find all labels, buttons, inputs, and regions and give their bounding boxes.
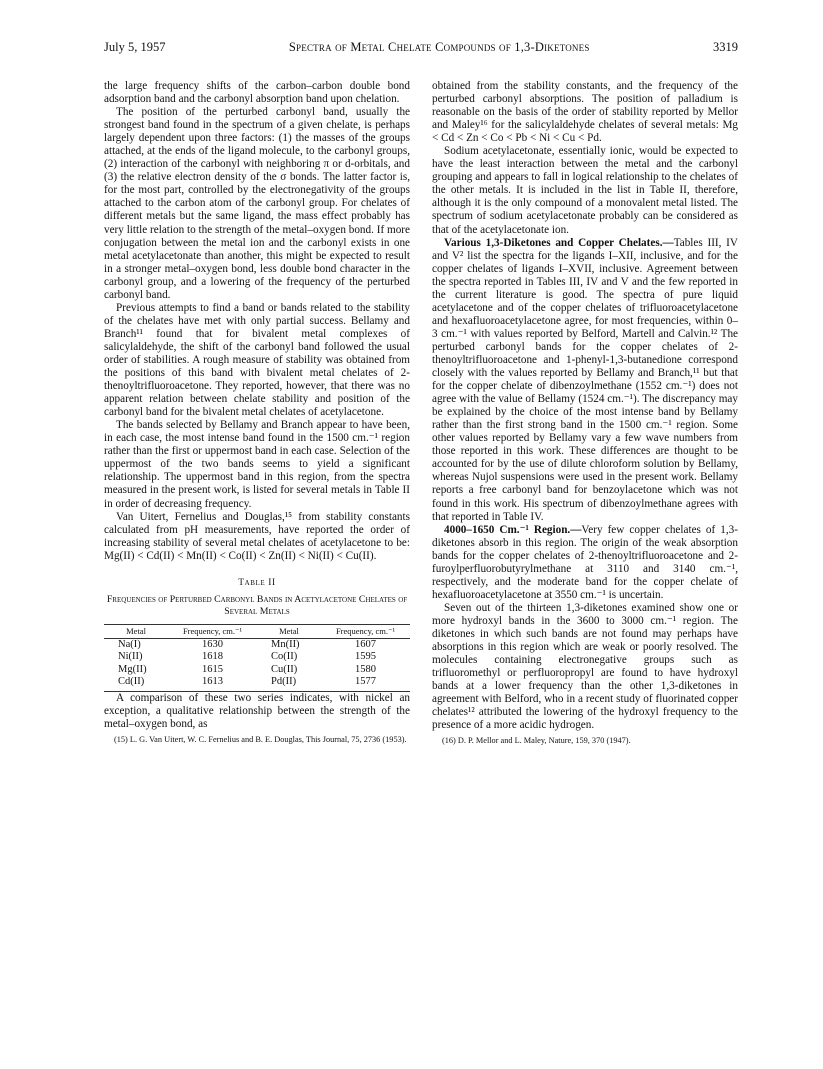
- paragraph: Sodium acetylacetonate, essentially ionic, would be expected to have the least interaction between the metal and the carbonyl grouping and appears to fall in logical relationship to the chelates of the other metals. It is included in the list in Table II, therefore, although it is the only compound of a monovalent metal listed. The spectrum of sodium acetylacetonate probably can be considered as that of the acetylacetonate ion.: [432, 145, 738, 236]
- left-column: [104, 80, 410, 745]
- metal-cell: Mn(II): [270, 638, 300, 650]
- frequency-table: [104, 624, 410, 692]
- metal-cell: Cd(II): [104, 676, 168, 691]
- metal-cell: Pd(II): [257, 676, 321, 691]
- frequency-cell: 1615: [202, 663, 224, 675]
- table-row: [104, 664, 410, 677]
- table-row: [104, 676, 410, 691]
- paragraph: A comparison of these two series indicates, with nickel an exception, a qualitative relationship between the strength of the metal–oxygen bond, as: [104, 691, 410, 730]
- table-row: [104, 651, 410, 664]
- metal-cell: Ni(II): [118, 651, 143, 663]
- paragraph-with-heading: [432, 237, 738, 524]
- table-header-metal: Metal: [257, 624, 321, 638]
- paragraph-with-heading: [432, 524, 738, 602]
- paragraph-text: Very few copper chelates of 1,3-diketones absorb in this region. The origin of the weak absorption bands for the copper chelates of 2-thenoyltrifluoroacetone and 2-furoylperfluorobutyrylmethane at 3110 and 3140 cm.⁻¹, respectively, and the moderate band for the copper chelate of hexafluoroacetylacetone at 3550 cm.⁻¹ is uncertain.: [432, 523, 738, 601]
- paragraph: Van Uitert, Fernelius and Douglas,¹⁵ from stability constants calculated from pH measurements, have reported the order of increasing stability of several metal chelates of acetylacetone to be: Mg(II) < Cd(II) < Mn(II) < Co(II) < Zn(II) < Ni(II) < Cu(II).: [104, 510, 410, 562]
- metal-cell: Na(I): [118, 638, 141, 650]
- frequency-cell: 1618: [202, 651, 224, 663]
- header-title: Spectra of Metal Chelate Compounds of 1,3-Diketones: [288, 40, 590, 54]
- table-row: [104, 638, 410, 651]
- table-header-frequency: Frequency, cm.⁻¹: [168, 624, 257, 638]
- metal-cell: Mg(II): [118, 663, 147, 675]
- frequency-cell: 1580: [355, 663, 377, 675]
- section-heading: Various 1,3-Diketones and Copper Chelates.—: [444, 236, 674, 249]
- paragraph: obtained from the stability constants, and the frequency of the perturbed carbonyl absorptions. The position of palladium is reasonable on the basis of the order of stability reported by Mellor and Maley¹⁶ for the salicylaldehyde chelates of several metals: Mg < Cd < Zn < Co < Pb < Ni < Cu < Pd.: [432, 80, 738, 145]
- right-column: [432, 80, 738, 747]
- page-number: 3319: [712, 40, 738, 54]
- table-header-frequency: Frequency, cm.⁻¹: [321, 624, 410, 638]
- paragraph: Seven out of the thirteen 1,3-diketones examined show one or more hydroxyl bands in the 3600 to 3000 cm.⁻¹ region. The diketones in which such bands are not found may perhaps have absorptions in this region which are weak or poorly resolved. The molecules containing electronegative groups such as trifluoromethyl or perfluoropropyl are found to have hydroxyl bands at a lower frequency than the other 1,3-diketones in agreement with Belford, who in a recent study of fluorinated copper chelates¹² attributed the lowering of the hydroxyl frequency to the presence of a more acidic hydrogen.: [432, 601, 738, 732]
- footnote: (15) L. G. Van Uitert, W. C. Fernelius and B. E. Douglas, This Journal, 75, 2736 (1953).: [114, 734, 407, 744]
- header-date: July 5, 1957: [104, 40, 166, 54]
- paragraph: the large frequency shifts of the carbon–carbon double bond adsorption band and the carbonyl absorption band upon chelation.: [104, 80, 410, 106]
- paragraph: The position of the perturbed carbonyl band, usually the strongest band found in the spectrum of a given chelate, is perhaps largely dependent upon three factors: (1) the masses of the groups attached, at the ends of the ligand molecule, to the carbonyl groups, (2) interaction of the carbonyl with neighboring π or d-orbitals, and (3) the relative electron density of the σ bonds. The latter factor is, for the most part, controlled by the electronegativity of the groups attached to the carbon atom of the carbonyl group. For chelates of different metals but the same ligand, the mass effect probably has very little relation to the strength of the metal–oxygen bond. If more conjugation between the metal ion and the carbonyl exists in one metal acetylacetonate than another, this might be expected to result in a stronger metal–oxygen bond, less double bond character in the carbonyl group, and a lowering of the frequency of the perturbed carbonyl band.: [104, 106, 410, 301]
- frequency-cell: 1607: [355, 638, 377, 650]
- paragraph-text: Tables III, IV and V² list the spectra for the ligands I–XII, inclusive, and for the copper chelates of ligands I–XVII, inclusive. Agreement between the spectra reported in Tables III, IV and V and the few reported in the current literature is good. The spectra of pure liquid acetylacetone and of the copper chelates of trifluoroacetylacetone and hexafluoroacetylacetone agree, for most frequencies, within 0–3 cm.⁻¹ with values reported by Belford, Martell and Calvin.¹² The perturbed carbonyl bands for the copper chelates of 2-thenoyltrifluoroacetone and 1-phenyl-1,3-butanedione correspond closely with the values reported by Bellamy and Branch,¹¹ but that for the copper chelate of dibenzoylmethane (1552 cm.⁻¹) does not agree with the value of Bellamy (1524 cm.⁻¹). The discrepancy may be explained by the choice of the most intense band by Bellamy rather than the first strong band in the 1500 cm.⁻¹ region. Some other values reported by Bellamy vary a few wave numbers from those reported in this work. These differences are thought to be accounted for by the use of dilute chloroform solution by Bellamy, whereas Nujol suspensions were used in the present work. Bellamy reports a free carbonyl band for benzoylacetone which was not found in this work. His spectrum of dibenzoylmethane agrees with that reported in Table IV.: [432, 236, 738, 523]
- section-heading: 4000–1650 Cm.⁻¹ Region.—: [444, 523, 582, 536]
- table-label: Table II: [238, 577, 276, 588]
- footnote: (16) D. P. Mellor and L. Maley, Nature, 159, 370 (1947).: [442, 736, 631, 746]
- frequency-cell: 1595: [355, 651, 377, 663]
- frequency-cell: 1630: [202, 638, 224, 650]
- paragraph: The bands selected by Bellamy and Branch appear to have been, in each case, the most intense band found in the 1500 cm.⁻¹ region rather than the first or uppermost band in each case. Selection of the uppermost of the two bands seems to yield a significant relationship. The uppermost band in this region, from the spectra measured in the present work, is listed for several metals in Table II in order of decreasing frequency.: [104, 419, 410, 510]
- paragraph: Previous attempts to find a band or bands related to the stability of the chelates have met with only partial success. Bellamy and Branch¹¹ found that for bivalent metal complexes of salicylaldehyde, the shift of the carbonyl band followed the usual order of stabilities. A rough measure of stability was obtained from the positions of this band with bivalent metal chelates of 2-thenoyltrifluoroacetone. They reported, however, that there was no apparent relation between chelate stability and position of the carbonyl band for the bivalent metal chelates of acetylacetone.: [104, 301, 410, 419]
- metal-cell: Cu(II): [270, 663, 298, 675]
- running-header: [104, 40, 738, 56]
- table-header-metal: Metal: [104, 624, 168, 638]
- metal-cell: Co(II): [270, 651, 298, 663]
- frequency-cell: 1577: [321, 676, 410, 691]
- table-title: Frequencies of Perturbed Carbonyl Bands in Acetylacetone Chelates of Several Metals: [106, 593, 408, 617]
- frequency-cell: 1613: [168, 676, 257, 691]
